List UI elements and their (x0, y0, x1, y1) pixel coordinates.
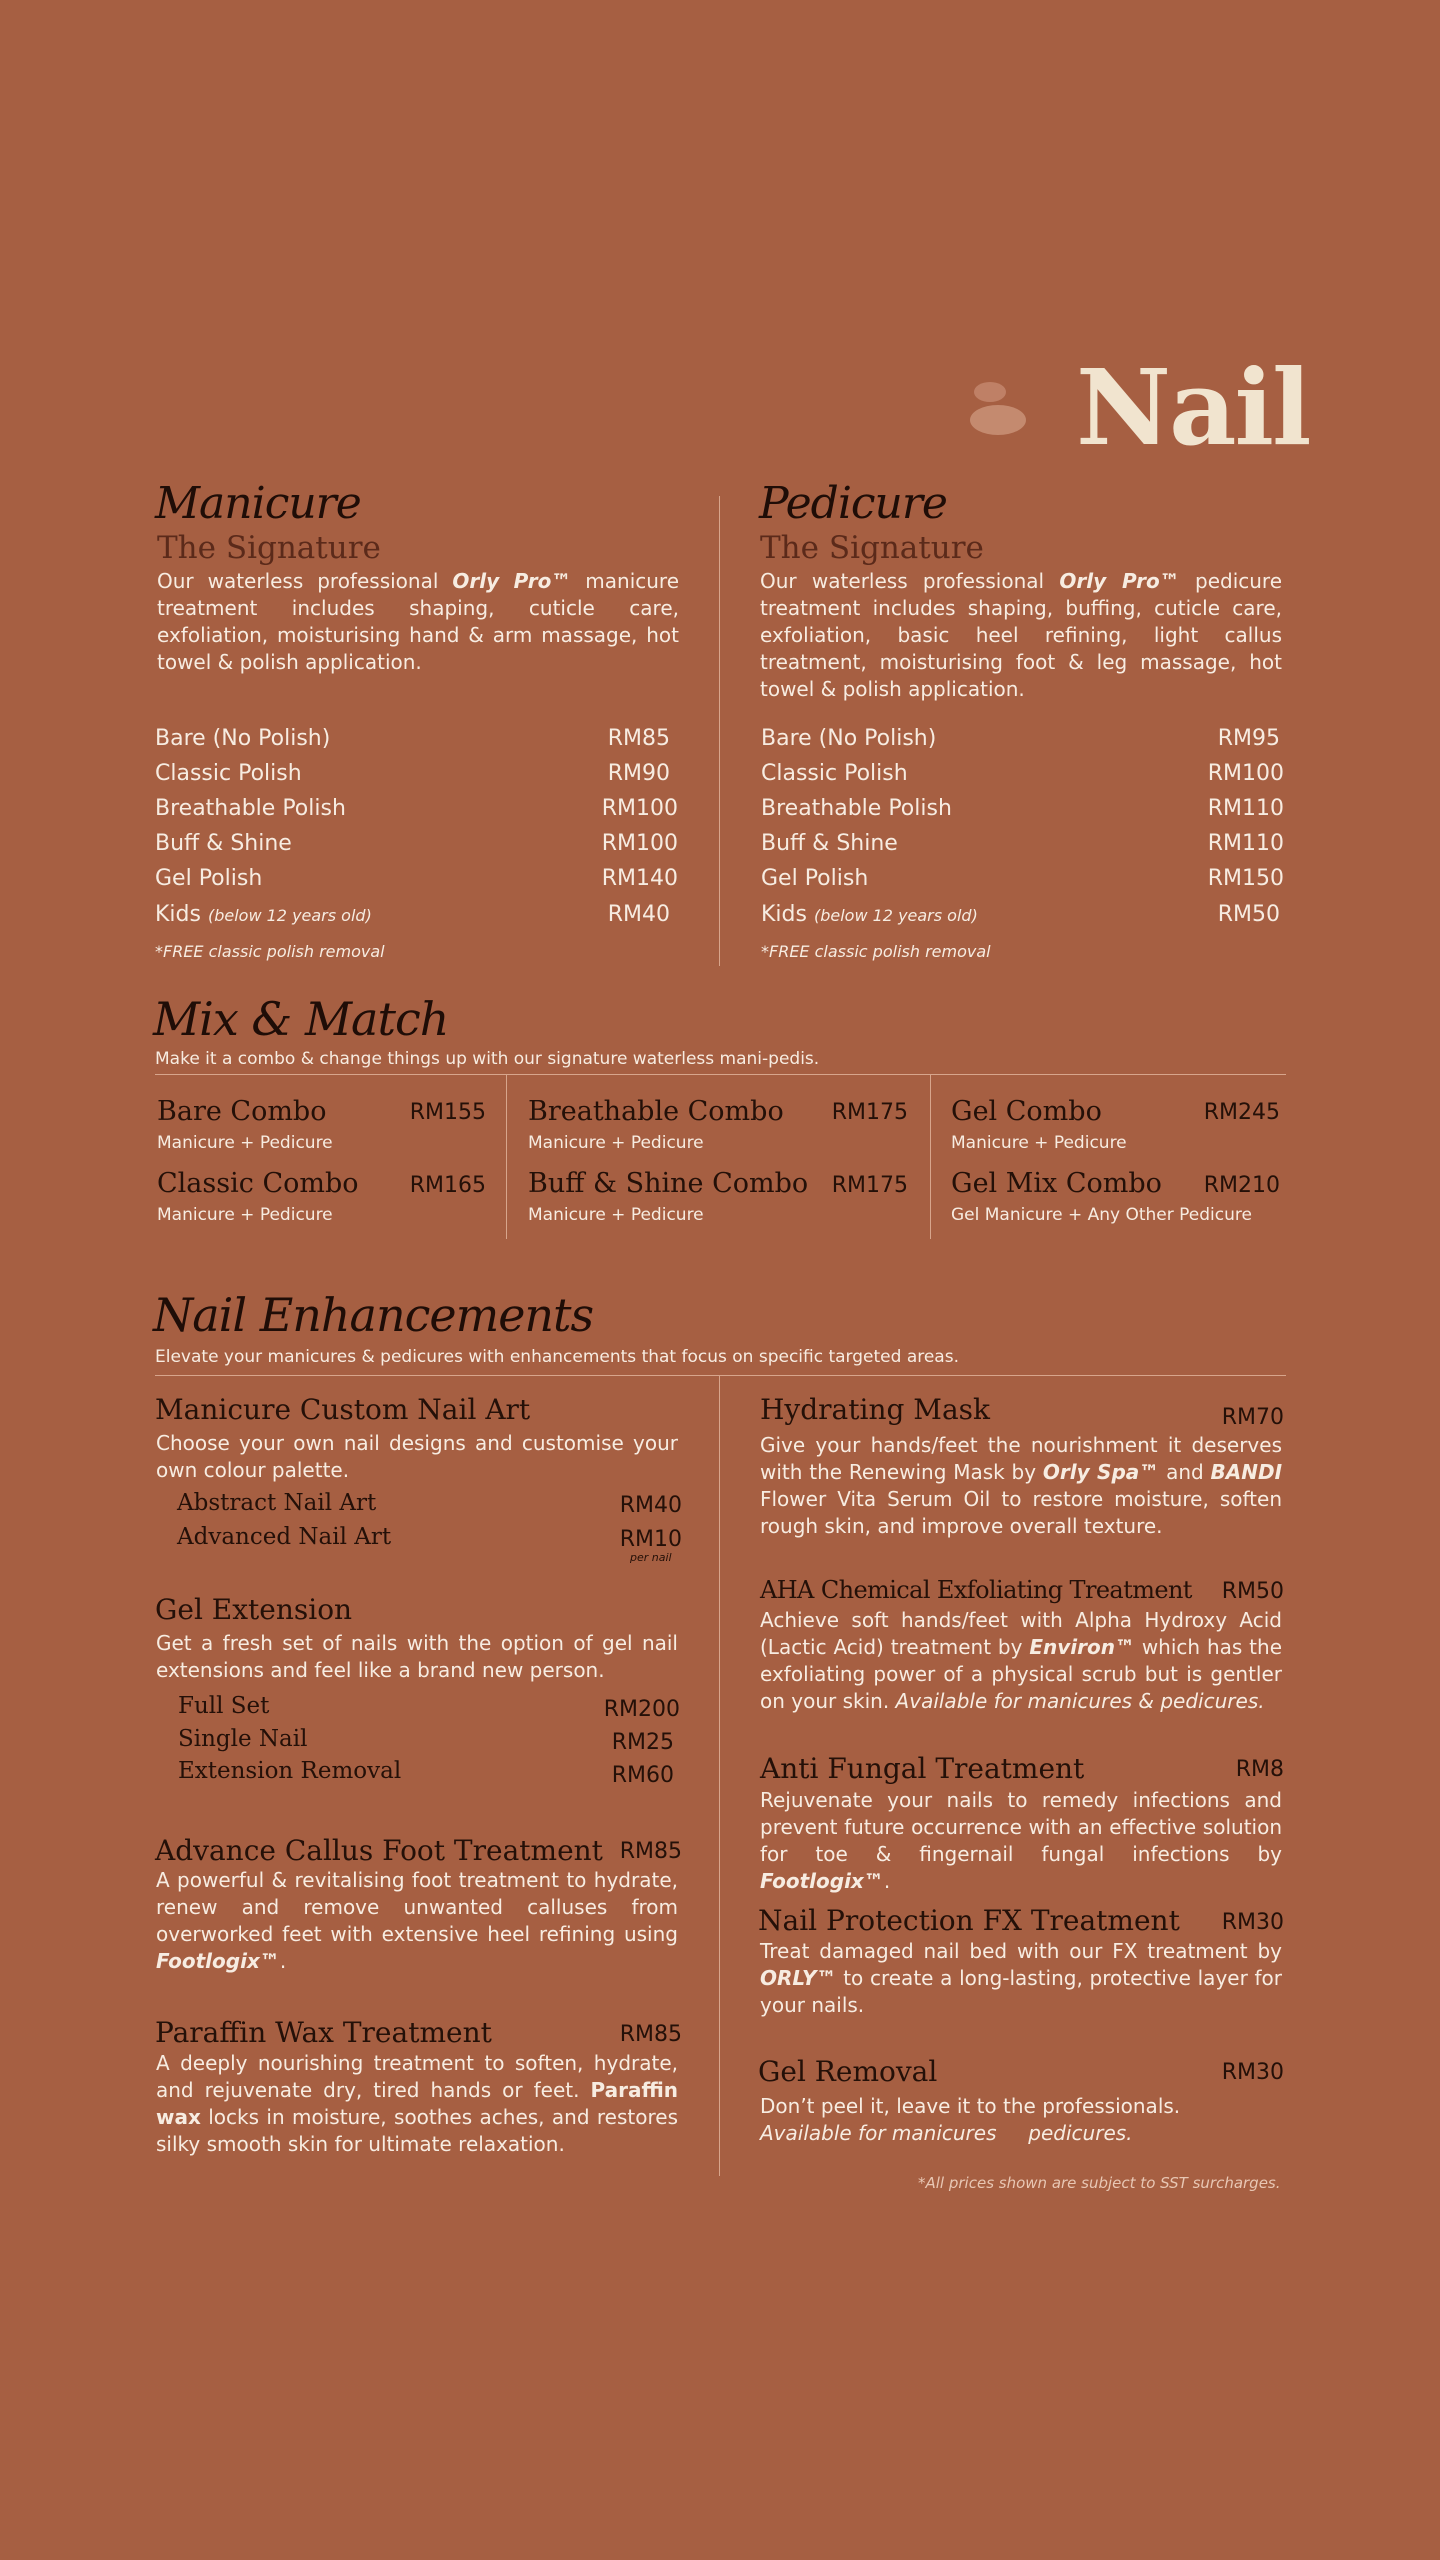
combo-price: RM175 (831, 1173, 908, 1198)
callus-title: Advance Callus Foot Treatment (155, 1834, 603, 1867)
price: RM10 (619, 1527, 682, 1552)
hydrating-title: Hydrating Mask (760, 1393, 991, 1426)
paraffin-title: Paraffin Wax Treatment (155, 2016, 492, 2049)
list-item: Single Nail (178, 1726, 308, 1752)
manicure-subtitle: The Signature (157, 530, 381, 566)
list-item: Classic Polish (155, 761, 302, 786)
nail-art-title: Manicure Custom Nail Art (155, 1393, 531, 1426)
price: RM90 (607, 761, 670, 786)
combo-sub: Manicure + Pedicure (528, 1133, 704, 1153)
list-item: Gel Polish (155, 866, 263, 891)
protection-title: Nail Protection FX Treatment (758, 1904, 1180, 1937)
list-item: Bare (No Polish) (761, 726, 937, 751)
page-title: Nail (1076, 346, 1310, 469)
price: RM60 (611, 1763, 674, 1788)
column-divider (506, 1075, 507, 1239)
list-item: Full Set (178, 1693, 270, 1719)
pedicure-title: Pedicure (759, 478, 947, 529)
protection-desc: Treat damaged nail bed with our FX treatment by ORLY™ to create a long-lasting, protective layer for your nails. (760, 1939, 1282, 2017)
list-item: Bare (No Polish) (155, 726, 331, 751)
fungal-desc: Rejuvenate your nails to remedy infections and prevent future occurrence with an effective solution for toe & fingernail fungal infections by Footlogix™. (760, 1788, 1282, 1893)
mix-subtitle: Make it a combo & change things up with our signature waterless mani-pedis. (155, 1049, 820, 1069)
fungal-price: RM8 (1235, 1757, 1284, 1782)
list-item: Classic Polish (761, 761, 908, 786)
list-item (761, 902, 978, 927)
paraffin-price: RM85 (619, 2022, 682, 2047)
combo-sub: Manicure + Pedicure (951, 1133, 1127, 1153)
item-note: (below 12 years old) (813, 906, 978, 925)
combo-price: RM210 (1203, 1173, 1280, 1198)
price: RM110 (1207, 831, 1284, 856)
manicure-title: Manicure (155, 478, 361, 529)
pebble-logo-icon (966, 378, 1028, 438)
manicure-description: Our waterless professional Orly Pro™ manicure treatment includes shaping, cuticle care, exfoliation, moisturising hand & arm massage, hot towel & polish application. (157, 569, 680, 674)
mix-title: Mix & Match (153, 992, 449, 1046)
list-item: Extension Removal (178, 1758, 402, 1784)
enhancements-subtitle: Elevate your manicures & pedicures with enhancements that focus on specific targeted areas. (155, 1347, 959, 1367)
price: RM95 (1217, 726, 1280, 751)
price: RM110 (1207, 796, 1284, 821)
price: RM25 (611, 1730, 674, 1755)
column-divider (719, 1376, 720, 2176)
gel-removal-price: RM30 (1221, 2060, 1284, 2085)
combo-name: Classic Combo (157, 1168, 359, 1199)
aha-title: AHA Chemical Exfoliating Treatment (760, 1576, 1192, 1604)
list-item: Advanced Nail Art (177, 1524, 392, 1550)
callus-price: RM85 (619, 1839, 682, 1864)
item-name: Kids (155, 902, 201, 927)
combo-price: RM155 (409, 1100, 486, 1125)
list-item: Buff & Shine (155, 831, 292, 856)
list-item: Buff & Shine (761, 831, 898, 856)
gel-removal-title: Gel Removal (758, 2055, 938, 2088)
paraffin-desc: A deeply nourishing treatment to soften, hydrate, and rejuvenate dry, tired hands or feet. Paraffin wax locks in moisture, soothes aches, and restores silky smooth skin for ultimate relaxation. (156, 2051, 678, 2156)
item-note: (below 12 years old) (207, 906, 372, 925)
list-item: Breathable Polish (761, 796, 952, 821)
gel-extension-title: Gel Extension (155, 1593, 353, 1626)
list-item: Breathable Polish (155, 796, 346, 821)
gel-extension-desc: Get a fresh set of nails with the option of gel nail extensions and feel like a brand new person. (156, 1631, 678, 1682)
pedicure-description: Our waterless professional Orly Pro™ pedicure treatment includes shaping, buffing, cuticle care, exfoliation, basic heel refining, light callus treatment, moisturising foot & leg massage, hot towel & polish application. (760, 569, 1283, 701)
footnote: *FREE classic polish removal (155, 942, 385, 961)
aha-desc: Achieve soft hands/feet with Alpha Hydroxy Acid (Lactic Acid) treatment by Environ™ which has the exfoliating power of a physical scrub but is gentler on your skin. Available for manicures & pedicures. (760, 1608, 1282, 1713)
footnote: *FREE classic polish removal (761, 942, 991, 961)
list-item: Abstract Nail Art (177, 1490, 377, 1516)
sst-footnote: *All prices shown are subject to SST surcharges. (918, 2174, 1281, 2192)
divider (155, 1074, 1286, 1075)
combo-name: Bare Combo (157, 1096, 327, 1127)
list-item (155, 902, 372, 927)
column-divider (719, 496, 720, 966)
protection-price: RM30 (1221, 1910, 1284, 1935)
per-nail-note: per nail (630, 1551, 672, 1564)
price: RM100 (1207, 761, 1284, 786)
hydrating-price: RM70 (1221, 1405, 1284, 1430)
enhancements-title: Nail Enhancements (153, 1288, 594, 1342)
divider (155, 1375, 1286, 1376)
combo-price: RM165 (409, 1173, 486, 1198)
price: RM40 (619, 1493, 682, 1518)
combo-sub: Gel Manicure + Any Other Pedicure (951, 1205, 1252, 1225)
item-name: Kids (761, 902, 807, 927)
combo-name: Breathable Combo (528, 1096, 784, 1127)
hydrating-desc: Give your hands/feet the nourishment it deserves with the Renewing Mask by Orly Spa™ and BANDI Flower Vita Serum Oil to restore moisture, soften rough skin, and improve overall texture. (760, 1433, 1283, 1538)
combo-price: RM245 (1203, 1100, 1280, 1125)
gel-removal-desc: Don’t peel it, leave it to the professionals. (760, 2094, 1181, 2118)
price: RM50 (1217, 902, 1280, 927)
aha-price: RM50 (1221, 1579, 1284, 1604)
combo-sub: Manicure + Pedicure (157, 1133, 333, 1153)
combo-sub: Manicure + Pedicure (157, 1205, 333, 1225)
price: RM150 (1207, 866, 1284, 891)
list-item: Gel Polish (761, 866, 869, 891)
price: RM100 (601, 796, 678, 821)
gel-removal-availability: Available for manicures pedicures. (760, 2121, 1133, 2145)
pedicure-subtitle: The Signature (760, 530, 984, 566)
price: RM200 (603, 1697, 680, 1722)
price: RM140 (601, 866, 678, 891)
price: RM100 (601, 831, 678, 856)
combo-name: Gel Mix Combo (951, 1168, 1162, 1199)
combo-sub: Manicure + Pedicure (528, 1205, 704, 1225)
combo-name: Buff & Shine Combo (528, 1168, 809, 1199)
price: RM40 (607, 902, 670, 927)
nail-art-desc: Choose your own nail designs and customise your own colour palette. (156, 1431, 678, 1482)
combo-price: RM175 (831, 1100, 908, 1125)
fungal-title: Anti Fungal Treatment (760, 1752, 1085, 1785)
column-divider (930, 1075, 931, 1239)
price: RM85 (607, 726, 670, 751)
callus-desc: A powerful & revitalising foot treatment to hydrate, renew and remove unwanted calluses from overworked feet with extensive heel refining using Footlogix™. (156, 1868, 678, 1973)
combo-name: Gel Combo (951, 1096, 1102, 1127)
